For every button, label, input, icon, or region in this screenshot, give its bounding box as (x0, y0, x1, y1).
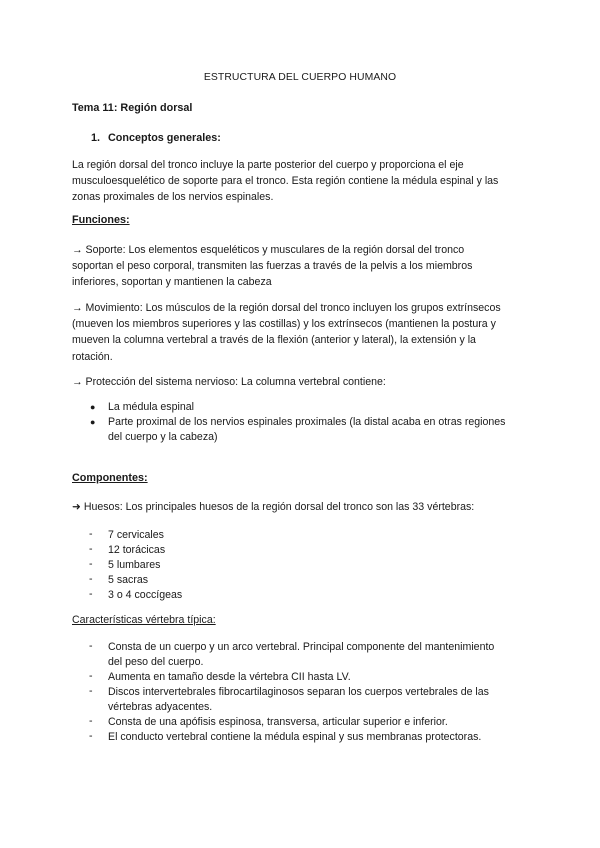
text-line: mueven la columna vertebral a través de la flexión (anterior y lateral), la extensión y la (72, 334, 476, 347)
componentes-heading: Componentes: (72, 472, 148, 484)
list-item (108, 640, 494, 671)
text-line: soportan el peso corporal, transmiten las fuerzas a través de la pelvis a los miembros (72, 260, 473, 273)
bullet-icon: ● (90, 417, 96, 427)
huesos-line: ➜ Huesos: Los principales huesos de la región dorsal del tronco son las 33 vértebras: (72, 501, 475, 513)
list-item (108, 730, 481, 745)
list-item: 7 cervicales (108, 529, 164, 541)
dash-marker: - (89, 573, 93, 585)
list-item: 5 sacras (108, 574, 149, 586)
text-line: musculoesquelético de soporte para el tronco. Esta región contiene la médula espinal y las (72, 175, 499, 188)
list-item: 5 lumbares (108, 559, 161, 571)
text-line: (mueven los miembros superiores y las costillas) y los extrínsecos (mantienen la postura y (72, 318, 496, 331)
list-item: 3 o 4 coccígeas (108, 589, 183, 601)
list-item (108, 415, 538, 446)
funciones-heading: Funciones: (72, 214, 130, 226)
text-line: del peso del cuerpo. (108, 656, 204, 669)
dash-marker: - (89, 730, 93, 742)
dash-marker: - (89, 715, 93, 727)
list-item (108, 400, 538, 415)
dash-marker: - (89, 588, 93, 600)
movimiento-paragraph (72, 300, 532, 365)
dash-marker: - (89, 685, 93, 697)
text-line: zonas proximales de los nervios espinales. (72, 191, 274, 204)
dash-marker: - (89, 640, 93, 652)
soporte-paragraph (72, 242, 532, 291)
text-line: Discos intervertebrales fibrocartilaginosos separan los cuerpos vertebrales de las (108, 686, 489, 698)
text-line: Parte proximal de los nervios espinales proximales (la distal acaba en otras regiones (108, 416, 506, 428)
text-line: La médula espinal (108, 401, 194, 413)
text-line: Consta de una apófisis espinosa, transversa, articular superior e inferior. (108, 716, 448, 728)
list-item (108, 670, 351, 685)
caracteristicas-heading: Características vértebra típica: (72, 614, 216, 626)
intro-paragraph (72, 157, 532, 206)
text-line: El conducto vertebral contiene la médula espinal y sus membranas protectoras. (108, 731, 482, 743)
text-line: inferiores, soportan y mantienen la cabeza (72, 276, 272, 289)
text-line: Aumenta en tamaño desde la vértebra CII hasta LV. (108, 671, 351, 683)
dash-marker: - (89, 558, 93, 570)
dash-marker: - (89, 528, 93, 540)
dash-marker: - (89, 670, 93, 682)
list-item (108, 685, 489, 716)
bullet-icon: ● (90, 402, 96, 412)
text-line: del cuerpo y la cabeza) (108, 431, 218, 444)
text-line: Consta de un cuerpo y un arco vertebral. Principal componente del mantenimiento (108, 641, 495, 653)
proteccion-line: → Protección del sistema nervioso: La columna vertebral contiene: (72, 376, 386, 388)
topic-heading: Tema 11: Región dorsal (72, 102, 193, 114)
text-line: → Movimiento: Los músculos de la región dorsal del tronco incluyen los grupos extrínsecos (72, 302, 501, 314)
section-title: Conceptos generales: (108, 132, 221, 144)
list-item: 12 torácicas (108, 544, 166, 556)
list-item (108, 715, 448, 730)
text-line: La región dorsal del tronco incluye la parte posterior del cuerpo y proporciona el eje (72, 159, 464, 171)
dash-marker: - (89, 543, 93, 555)
text-line: rotación. (72, 350, 113, 363)
text-line: → Soporte: Los elementos esqueléticos y musculares de la región dorsal del tronco (72, 244, 465, 256)
text-line: vértebras adyacentes. (108, 701, 213, 714)
document-title: ESTRUCTURA DEL CUERPO HUMANO (203, 72, 397, 83)
section-number: 1. (91, 132, 101, 144)
